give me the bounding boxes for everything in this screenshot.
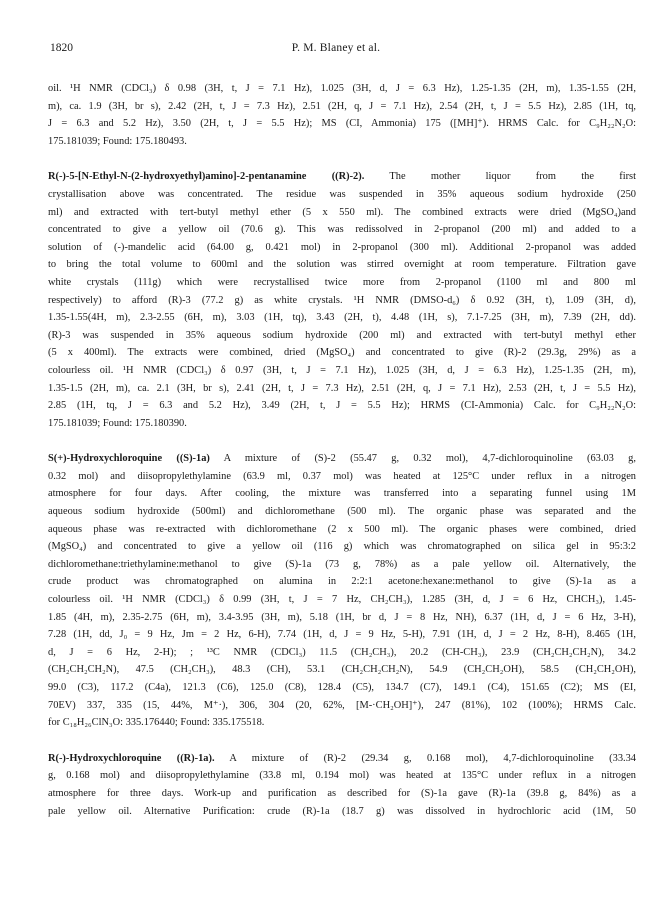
text-line: colourless oil. ¹H NMR (CDCl₃) δ 0.99 (3H, t, J = 7 Hz, CH₂CH₃), 1.285 (3H, d, J = 6 Hz, CHCH₃), 1.45-	[48, 594, 636, 606]
text-line: 99.0 (C3), 117.2 (C4a), 121.3 (C6), 125.0 (C8), 128.4 (C5), 134.7 (C7), 149.1 (C4), 151.65 (C2); MS (EI,	[48, 682, 636, 693]
text-line: atmosphere for four days. After cooling, the mixture was transferred into a separating funnel using 1M	[48, 488, 636, 500]
paragraph-r-hydroxychloroquine	[48, 750, 636, 820]
text-line: crystallisation above was concentrated. The residue was suspended in 35% aqueous sodium hydroxide (250	[48, 188, 636, 200]
text-line: J = 6.3 and 5.2 Hz), 3.50 (2H, t, J = 5.5 Hz); MS (CI, Ammonia) 175 ([MH]⁺). HRMS Calc. for C₉H₂₂N₂O:	[48, 118, 636, 130]
compound-heading: R(-)-Hydroxychloroquine ((R)-1a).	[48, 752, 215, 764]
text-line: white crystals (111g) which were recrystallised twice more from 2-propanol (1100 ml and 800 ml	[48, 276, 636, 288]
paragraph-s-hydroxychloroquine	[48, 450, 636, 732]
paragraph-nmr-continuation	[48, 80, 636, 150]
text-line: oil. ¹H NMR (CDCl₃) δ 0.98 (3H, t, J = 7.1 Hz), 1.025 (3H, d, J = 6.3 Hz), 1.25-1.35 (2H, m), 1.35-1.55 (2H,	[48, 83, 636, 94]
text-line: (R)-3 was suspended in 35% aqueous sodium hydroxide (200 ml) and extracted with tert-butyl methyl ether	[48, 329, 636, 341]
text-line: concentrated to give a yellow oil (70.6 g). This was redissolved in 2-propanol (200 ml) and added to a	[48, 224, 636, 236]
text-segment: A mixture of (S)-2 (55.47 g, 0.32 mol), 4,7-dichloroquinoline (63.03 g,	[209, 453, 636, 465]
text-line: to bring the total volume to 600ml and the solution was stirred overnight at room temperature. Filtration gave	[48, 259, 636, 271]
text-line: (CH₂CH₂CH₂N), 47.5 (CH₂CH₃), 48.3 (CH), 53.1 (CH₂CH₂CH₂N), 54.9 (CH₂CH₂OH), 58.5 (CH₂CH₂OH),	[48, 664, 636, 676]
compound-heading: S(+)-Hydroxychloroquine ((S)-1a)	[48, 453, 210, 465]
text-line: pale yellow oil. Alternative Purification: crude (R)-1a (18.7 g) was dissolved in hydrochloric acid (1M, 50	[48, 805, 636, 817]
text-line	[48, 750, 636, 768]
text-line: m), ca. 1.9 (3H, br s), 2.42 (2H, t, J = 7.3 Hz), 2.51 (2H, q, J = 7.1 Hz), 2.54 (2H, t, J = 5.5 Hz), 2.85 (1H, tq,	[48, 100, 636, 112]
text-line: 175.181039; Found: 175.180493.	[48, 135, 187, 147]
experimental-body	[48, 80, 636, 820]
text-segment: The mother liquor from the first	[364, 171, 636, 183]
running-head: P. M. Blaney et al.	[291, 42, 381, 54]
text-line: ml) and extracted with tert-butyl methyl ether (5 x 550 ml). The combined extracts were dried (MgSO₄)and	[48, 206, 636, 218]
paragraph-r-pentanamine	[48, 168, 636, 432]
text-line: colourless oil. ¹H NMR (CDCl₃) δ 0.97 (3H, t, J = 7.1 Hz), 1.025 (3H, d, J = 6.3 Hz), 1.25-1.35 (2H, m),	[48, 364, 636, 376]
text-segment: A mixture of (R)-2 (29.34 g, 0.168 mol), 4,7-dichloroquinoline (33.34	[214, 752, 636, 764]
text-line: 1.35-1.55(4H, m), 2.3-2.55 (6H, m), 3.03 (1H, tq), 3.43 (2H, t), 4.48 (1H, s), 7.1-7.25 (3H, m), 7.39 (2H, dd).	[48, 312, 636, 324]
text-line: 175.181039; Found: 175.180390.	[48, 417, 187, 429]
text-line: for C₁₈H₂₆ClN₃O: 335.176440; Found: 335.175518.	[48, 717, 265, 729]
page-header	[50, 42, 622, 58]
text-line: (5 x 400ml). The extracts were combined, dried (MgSO₄) and concentrated to give (R)-2 (29.3g, 29%) as a	[48, 347, 636, 359]
text-line: respectively) to afford (R)-3 (77.2 g) as white crystals. ¹H NMR (DMSO-d₆) δ 0.92 (3H, t), 1.09 (3H, d),	[48, 294, 636, 306]
text-line: 2.85 (1H, tq, J = 6.3 and 5.2 Hz), 3.49 (2H, t, J = 5.5 Hz); HRMS (CI-Ammonia) Calc. for C₉H₂₂N₂O:	[48, 400, 636, 412]
text-line: (MgSO₄) and concentrated to give a yellow oil (116 g) which was chromatographed on silica gel in 95:3:2	[48, 541, 636, 553]
text-line: 0.32 mol) and diisopropylethylamine (63.9 ml, 0.37 mol) was heated at 125°C under reflux in a nitrogen	[48, 470, 636, 482]
text-line: 70EV) 337, 335 (15, 44%, M⁺·), 306, 304 (20, 62%, [M-·CH₂OH]⁺), 247 (81%), 102 (100%); HRMS Calc.	[48, 699, 636, 711]
text-line: g, 0.168 mol) and diisopropylethylamine (33.8 ml, 0.194 mol) was heated at 135°C under reflux in a nitrogen	[48, 770, 636, 782]
text-line: atmosphere for three days. Work-up and purification as described for (S)-1a gave (R)-1a (39.8 g, 84%) as a	[48, 787, 636, 799]
text-line: d, J = 6 Hz, 2-H); ; ¹³C NMR (CDCl₃) 11.5 (CH₂CH₃), 20.2 (CH-CH₃), 23.9 (CH₂CH₂CH₂N), 34.2	[48, 646, 636, 658]
page-number: 1820	[50, 42, 73, 54]
compound-heading: R(-)-5-[N-Ethyl-N-(2-hydroxyethyl)amino]-2-pentanamine ((R)-2).	[48, 171, 365, 183]
text-line: aqueous sodium hydroxide (500ml) and dichloromethane (500 ml). The organic phase was separated and the	[48, 506, 636, 518]
text-line: crude product was chromatographed on alumina in 2:2:1 acetone:hexane:methanol to give (S)-1a as a	[48, 576, 636, 588]
text-line	[48, 450, 636, 468]
text-line: solution of (-)-mandelic acid (64.00 g, 0.421 mol) in 2-propanol (300 ml). Additional 2-propanol was added	[48, 241, 636, 253]
text-line: dichloromethane:triethylamine:methanol to give (S)-1a (73 g, 78%) as a pale yellow oil. Alternatively, the	[48, 558, 636, 570]
text-line	[48, 168, 636, 186]
text-line: aqueous phase was re-extracted with dichloromethane (2 x 500 ml). The organic phases were combined, dried	[48, 523, 636, 535]
text-line: 1.85 (4H, m), 2.35-2.75 (6H, m), 3.4-3.95 (3H, m), 5.18 (1H, br d, J = 8 Hz, NH), 6.37 (1H, d, J = 6 Hz, 3-H),	[48, 611, 636, 623]
text-line: 1.35-1.5 (2H, m), ca. 2.1 (3H, br s), 2.41 (2H, t, J = 7.3 Hz), 2.51 (2H, q, J = 7.1 Hz), 2.53 (2H, t, J = 5.5 Hz),	[48, 382, 636, 394]
text-line: 7.28 (1H, dd, J₀ = 9 Hz, Jm = 2 Hz, 6-H), 7.74 (1H, d, J = 9 Hz, 5-H), 7.91 (1H, d, J = 2 Hz, 8-H), 8.465 (1H,	[48, 629, 636, 641]
